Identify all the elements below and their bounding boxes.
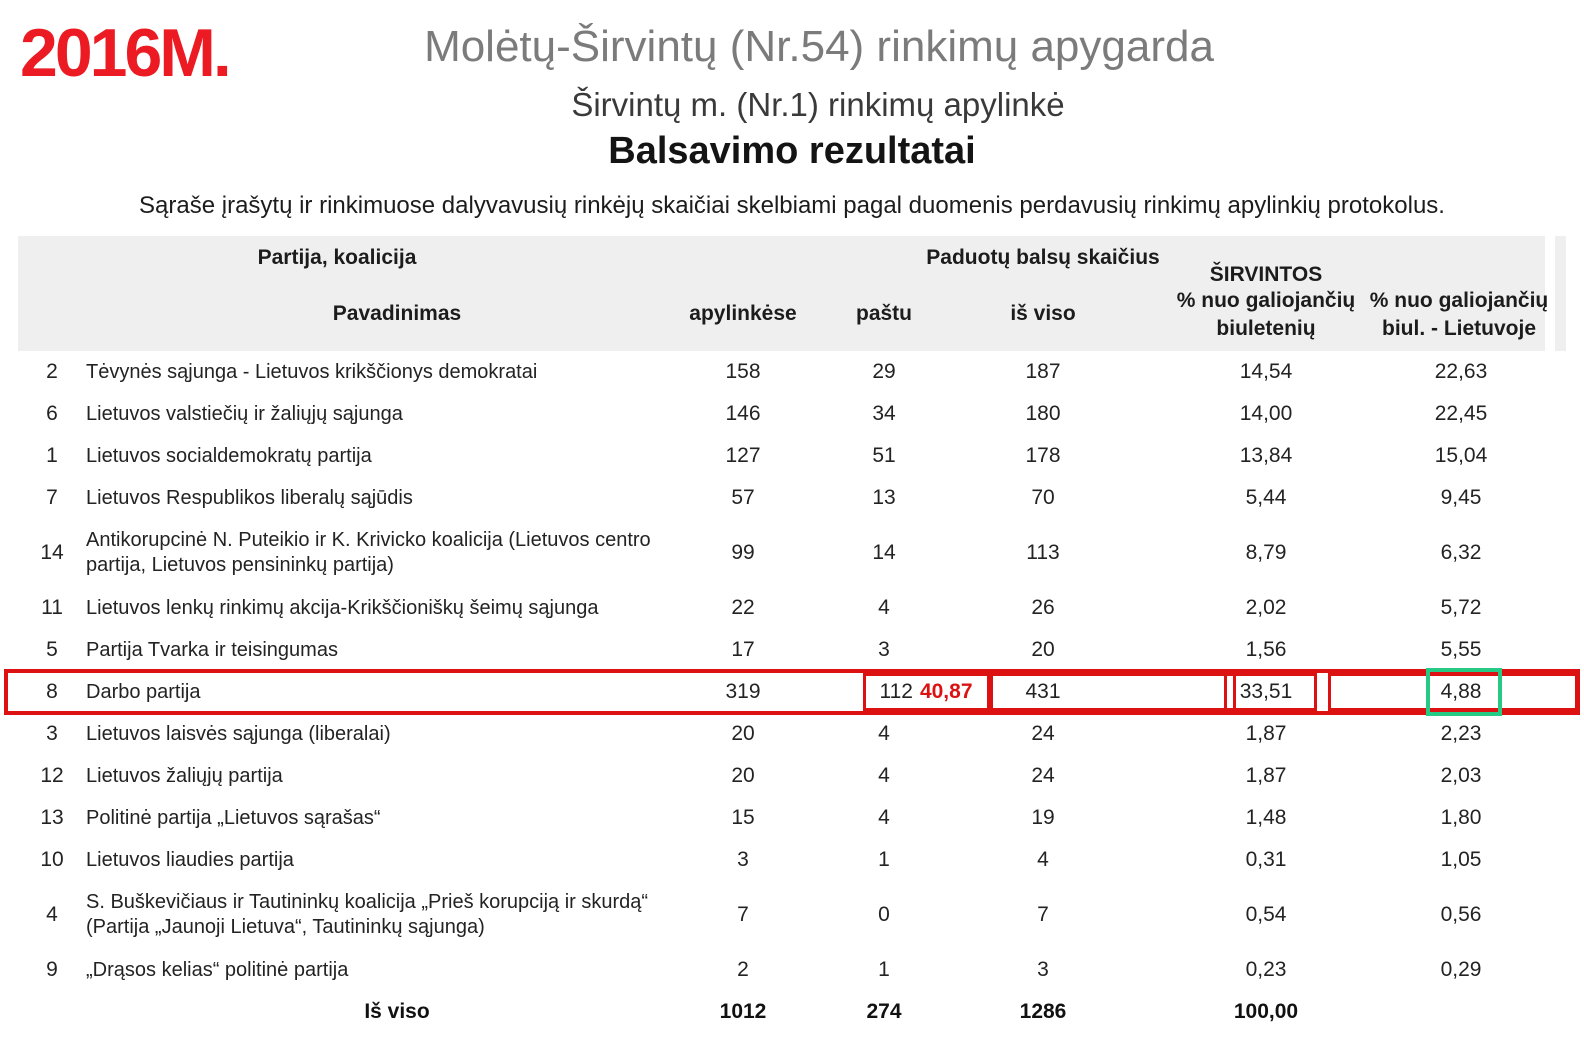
mail-votes <box>826 596 942 620</box>
mail-votes <box>826 541 942 565</box>
party-name: Lietuvos laisvės sąjunga (liberalai) <box>86 722 391 745</box>
pct-valid-lithuania: 22,45 <box>1434 402 1488 425</box>
precinct-votes: 319 <box>725 680 761 703</box>
pct-valid-lithuania: 0,29 <box>1440 958 1482 981</box>
party-name: Lietuvos socialdemokratų partija <box>86 444 372 467</box>
precinct-votes: 7 <box>737 903 749 926</box>
pct-valid-lithuania: 6,32 <box>1440 541 1482 564</box>
total-votes: 1286 <box>1019 1000 1067 1023</box>
header-party-name: Pavadinimas <box>332 302 462 325</box>
party-name: Lietuvos Respublikos liberalų sąjūdis <box>86 486 413 509</box>
party-name: S. Buškevičiaus ir Tautininkų koalicija „Prieš korupciją ir skurdą“ (Partija „Jaunoji Lietuva“, Tautininkų sąjunga) <box>86 891 649 938</box>
mail-votes-value: 4 <box>878 722 890 745</box>
mail-votes-value: 112 <box>879 680 913 703</box>
precinct-votes: 20 <box>731 722 755 745</box>
precinct-votes: 158 <box>725 360 761 383</box>
precinct-votes: 146 <box>725 402 761 425</box>
table-total-row <box>18 991 1566 1033</box>
header-col-precinct: apylinkėse <box>689 302 797 325</box>
header-sirvintos: ŠIRVINTOS <box>1209 263 1323 286</box>
party-name: Lietuvos lenkų rinkimų akcija-Krikščioniškų šeimų sąjunga <box>86 596 599 619</box>
mail-votes <box>868 680 984 704</box>
total-votes: 113 <box>1026 541 1060 564</box>
total-votes: 20 <box>1031 638 1055 661</box>
total-votes: 178 <box>1025 444 1061 467</box>
precinct-title: Širvintų m. (Nr.1) rinkimų apylinkė <box>571 86 1065 123</box>
precinct-votes: 22 <box>731 596 755 619</box>
table-row <box>18 949 1566 991</box>
pct-valid-ballots: 13,84 <box>1239 444 1293 467</box>
pct-valid-lithuania: 5,55 <box>1440 638 1482 661</box>
table-row <box>18 671 1566 713</box>
results-title: Balsavimo rezultatai <box>608 130 976 172</box>
pct-valid-ballots: 14,00 <box>1239 402 1293 425</box>
party-number: 4 <box>46 903 58 926</box>
pct-valid-lithuania: 4,88 <box>1440 680 1482 703</box>
precinct-votes: 3 <box>737 848 749 871</box>
mail-votes-annotation: 40,87 <box>919 680 973 703</box>
total-votes: 24 <box>1031 722 1055 745</box>
mail-votes-value: 34 <box>872 402 896 425</box>
header-pct-valid-1: % nuo galiojančių <box>1176 289 1356 312</box>
mail-votes <box>826 848 942 872</box>
mail-votes-value: 4 <box>878 764 890 787</box>
party-number: 1 <box>46 444 58 467</box>
pct-valid-ballots: 0,54 <box>1245 903 1287 926</box>
mail-votes-value: 1 <box>878 958 890 981</box>
precinct-votes: 17 <box>731 638 755 661</box>
party-number: 12 <box>40 764 64 787</box>
party-number: 2 <box>46 360 58 383</box>
pct-valid-lithuania: 5,72 <box>1440 596 1482 619</box>
party-name: Tėvynės sąjunga - Lietuvos krikščionys demokratai <box>86 360 538 383</box>
table-row <box>18 393 1566 435</box>
mail-votes <box>826 486 942 510</box>
table-row <box>18 797 1566 839</box>
pct-valid-ballots: 1,48 <box>1245 806 1287 829</box>
mail-votes-value: 51 <box>872 444 896 467</box>
party-number: 13 <box>40 806 64 829</box>
party-name: Darbo partija <box>86 680 201 703</box>
table-row <box>18 629 1566 671</box>
pct-valid-lithuania: 1,05 <box>1440 848 1482 871</box>
party-number: 11 <box>41 596 63 619</box>
party-number: 9 <box>46 958 58 981</box>
table-header-right-strip <box>1555 236 1566 351</box>
mail-votes <box>826 903 942 927</box>
precinct-votes: 127 <box>725 444 761 467</box>
table-row <box>18 435 1566 477</box>
total-votes: 19 <box>1031 806 1055 829</box>
party-name: Politinė partija „Lietuvos sąrašas“ <box>86 806 381 829</box>
pct-valid-ballots: 1,87 <box>1245 764 1287 787</box>
mail-votes <box>826 402 942 426</box>
party-name: „Drąsos kelias“ politinė partija <box>86 958 349 981</box>
pct-valid-lithuania: 2,23 <box>1440 722 1482 745</box>
year-label: 2016M. <box>20 15 229 91</box>
table-row <box>18 713 1566 755</box>
header-col-mail: paštu <box>855 302 913 325</box>
total-mail-votes: 274 <box>866 1000 902 1023</box>
party-name: Lietuvos žaliųjų partija <box>86 764 283 787</box>
mail-votes-value: 1 <box>878 848 890 871</box>
party-name: Antikorupcinė N. Puteikio ir K. Krivicko koalicija (Lietuvos centro partija, Lietuvos pensininkų partija) <box>86 529 651 576</box>
precinct-votes: 99 <box>731 541 755 564</box>
pct-valid-ballots: 1,87 <box>1245 722 1287 745</box>
total-votes: 7 <box>1037 903 1049 926</box>
header-pct-valid-2: biuletenių <box>1216 317 1316 340</box>
mail-votes <box>826 360 942 384</box>
pct-valid-lithuania: 9,45 <box>1440 486 1482 509</box>
precinct-votes: 2 <box>737 958 749 981</box>
party-number: 5 <box>46 638 58 661</box>
total-precinct-votes: 1012 <box>719 1000 767 1023</box>
pct-valid-lithuania: 0,56 <box>1440 903 1482 926</box>
header-party-group: Partija, koalicija <box>257 246 417 269</box>
party-name: Partija Tvarka ir teisingumas <box>86 638 338 661</box>
header-pct-lt-1: % nuo galiojančių <box>1369 289 1549 312</box>
mail-votes <box>826 638 942 662</box>
table-row <box>18 519 1566 587</box>
district-title: Molėtų-Širvintų (Nr.54) rinkimų apygarda <box>424 22 1214 71</box>
party-number: 10 <box>40 848 64 871</box>
pct-valid-lithuania: 1,80 <box>1440 806 1482 829</box>
total-votes: 26 <box>1031 596 1055 619</box>
party-number: 6 <box>46 402 58 425</box>
party-name: Lietuvos liaudies partija <box>86 848 294 871</box>
table-row <box>18 477 1566 519</box>
party-name: Lietuvos valstiečių ir žaliųjų sąjunga <box>86 402 403 425</box>
total-votes: 4 <box>1037 848 1049 871</box>
mail-votes <box>826 722 942 746</box>
precinct-votes: 15 <box>731 806 755 829</box>
pct-valid-ballots: 0,31 <box>1245 848 1287 871</box>
pct-valid-ballots: 2,02 <box>1245 596 1287 619</box>
table-row <box>18 351 1566 393</box>
pct-valid-lithuania: 22,63 <box>1434 360 1488 383</box>
total-votes: 187 <box>1025 360 1061 383</box>
precinct-votes: 20 <box>731 764 755 787</box>
mail-votes <box>826 764 942 788</box>
party-number: 7 <box>46 486 58 509</box>
header-votes-group: Paduotų balsų skaičius <box>926 246 1160 269</box>
mail-votes-value: 0 <box>878 903 890 926</box>
pct-valid-ballots: 0,23 <box>1245 958 1287 981</box>
party-number: 3 <box>46 722 58 745</box>
precinct-votes: 57 <box>731 486 755 509</box>
total-votes: 431 <box>1025 680 1061 703</box>
results-description: Sąraše įrašytų ir rinkimuose dalyvavusių rinkėjų skaičiai skelbiami pagal duomenis perdavusių rinkimų apylinkių protokolus. <box>139 192 1445 219</box>
party-number: 14 <box>40 541 64 564</box>
total-votes: 24 <box>1031 764 1055 787</box>
pct-valid-ballots: 14,54 <box>1239 360 1293 383</box>
party-number: 8 <box>46 680 58 703</box>
header-col-total: iš viso <box>1010 302 1076 325</box>
pct-valid-ballots: 33,51 <box>1239 680 1293 703</box>
mail-votes <box>826 958 942 982</box>
mail-votes-value: 13 <box>872 486 896 509</box>
mail-votes-value: 14 <box>872 541 896 564</box>
mail-votes-value: 3 <box>878 638 890 661</box>
header-pct-lt-2: biul. - Lietuvoje <box>1381 317 1537 340</box>
mail-votes-value: 29 <box>872 360 896 383</box>
table-body <box>18 351 1566 1033</box>
total-votes: 70 <box>1031 486 1055 509</box>
table-row <box>18 881 1566 949</box>
total-votes: 180 <box>1025 402 1061 425</box>
mail-votes-value: 4 <box>878 596 890 619</box>
total-row-label: Iš viso <box>364 999 430 1023</box>
table-row <box>18 587 1566 629</box>
total-votes: 3 <box>1037 958 1049 981</box>
mail-votes <box>826 806 942 830</box>
table-row <box>18 839 1566 881</box>
pct-valid-ballots: 8,79 <box>1245 541 1287 564</box>
table-row <box>18 755 1566 797</box>
mail-votes <box>826 444 942 468</box>
pct-valid-ballots: 1,56 <box>1245 638 1287 661</box>
total-pct-valid: 100,00 <box>1233 1000 1299 1023</box>
pct-valid-lithuania: 15,04 <box>1434 444 1488 467</box>
pct-valid-ballots: 5,44 <box>1245 486 1287 509</box>
mail-votes-value: 4 <box>878 806 890 829</box>
pct-valid-lithuania: 2,03 <box>1440 764 1482 787</box>
